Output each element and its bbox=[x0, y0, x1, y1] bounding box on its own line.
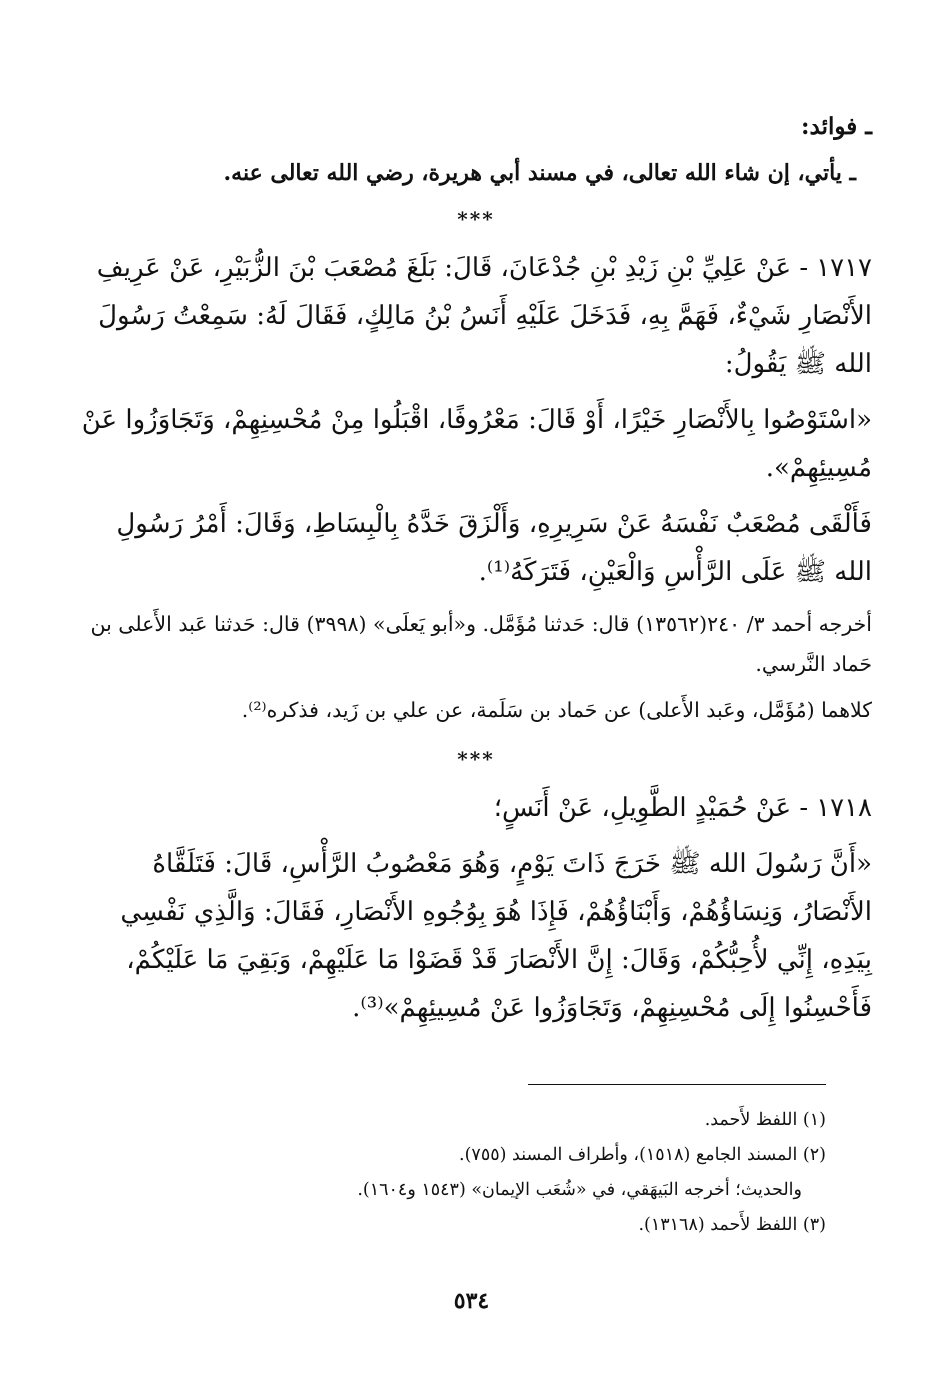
hadith-1717-continuation: فَأَلْقَى مُصْعَبٌ نَفْسَهُ عَنْ سَرِيرِهِ، وَأَلْزَقَ خَدَّهُ بِالْبِسَاطِ، وَقَالَ: أَمْرُ رَسُولِ الله ﷺ عَلَى الرَّأْسِ وَالْعَيْنِ، فَتَرَكَهُ⁽¹⁾. bbox=[116, 509, 872, 587]
hadith-1718-intro bbox=[80, 784, 872, 832]
hadith-text: - عَنْ عَلِيِّ بْنِ زَيْدِ بْنِ جُدْعَانَ، قَالَ: بَلَغَ مُصْعَبَ بْنَ الزُّبَيْرِ، عَنْ عَرِيفِ الأَنْصَارِ شَيْءٌ، فَهَمَّ بِهِ، فَدَخَلَ عَلَيْهِ أَنَسُ بْنُ مَالِكٍ، فَقَالَ لَهُ: سَمِعْتُ رَسُولَ الله ﷺ يَقُولُ: bbox=[96, 253, 872, 379]
hadith-number: ١٧١٧ bbox=[816, 253, 872, 283]
hadith-1717-takhrij: أخرجه أحمد ٣/ ٢٤٠(١٣٥٦٢) قال: حَدثنا مُؤَمَّل. و«أبو يَعلَى» (٣٩٩٨) قال: حَدثنا عَبد الأَعلى بن حَماد النَّرسي. bbox=[90, 612, 872, 676]
benefits-note: ـ يأتي، إن شاء الله تعالى، في مسند أبي هريرة، رضي الله تعالى عنه. bbox=[223, 160, 856, 186]
footnote-3: (٣) اللفظ لأَحمد (١٣١٦٨). bbox=[638, 1215, 826, 1235]
page-body bbox=[80, 110, 872, 1040]
footnote-2-continuation: والحديث؛ أخرجه البَيهَقي، في «شُعَب الإيمان» (١٥٤٣ و١٦٠٤). bbox=[357, 1180, 802, 1200]
footnote-2: (٢) المسند الجامع (١٥١٨)، وأطراف المسند (٧٥٥). bbox=[459, 1145, 826, 1165]
hadith-text: - عَنْ حُمَيْدٍ الطَّوِيلِ، عَنْ أَنَسٍ؛ bbox=[493, 793, 809, 823]
page-number: ٥٣٤ bbox=[453, 1288, 490, 1314]
hadith-1717-intro bbox=[80, 244, 872, 388]
benefits-heading: ـ فوائد: bbox=[801, 113, 872, 140]
section-separator: *** bbox=[457, 207, 495, 231]
hadith-number: ١٧١٨ bbox=[816, 793, 872, 823]
hadith-1717-quote: «اسْتَوْصُوا بِالأَنْصَارِ خَيْرًا، أَوْ قَالَ: مَعْرُوفًا، اقْبَلُوا مِنْ مُحْسِنِهِمْ، وَتَجَاوَزُوا عَنْ مُسِيئِهِمْ». bbox=[81, 405, 872, 483]
footnote-1: (١) اللفظ لأَحمد. bbox=[704, 1110, 826, 1130]
footnote-divider bbox=[528, 1084, 826, 1085]
hadith-1718-quote: «أَنَّ رَسُولَ الله ﷺ خَرَجَ ذَاتَ يَوْمٍ، وَهُوَ مَعْصُوبُ الرَّأْسِ، قَالَ: فَتَلَقَّاهُ الأَنْصَارُ، وَنِسَاؤُهُمْ، وَأَبْنَاؤُهُمْ، فَإِذَا هُوَ بِوُجُوهِ الأَنْصَارِ، فَقَالَ: وَالَّذِي نَفْسِي بِيَدِهِ، إِنِّي لأُحِبُّكُمْ، وَقَالَ: إِنَّ الأَنْصَارَ قَدْ قَضَوْا مَا عَلَيْهِمْ، وَبَقِيَ مَا عَلَيْكُمْ، فَأَحْسِنُوا إِلَى مُحْسِنِهِمْ، وَتَجَاوَزُوا عَنْ مُسِيئِهِمْ»⁽³⁾. bbox=[120, 849, 872, 1023]
hadith-1717-takhrij-summary: كلاهما (مُؤَمَّل، وعَبد الأَعلى) عن حَماد بن سَلَمة، عن علي بن زَيد، فذكره⁽²⁾. bbox=[241, 698, 872, 722]
footnotes bbox=[150, 1103, 826, 1243]
section-separator-2: *** bbox=[457, 747, 495, 771]
